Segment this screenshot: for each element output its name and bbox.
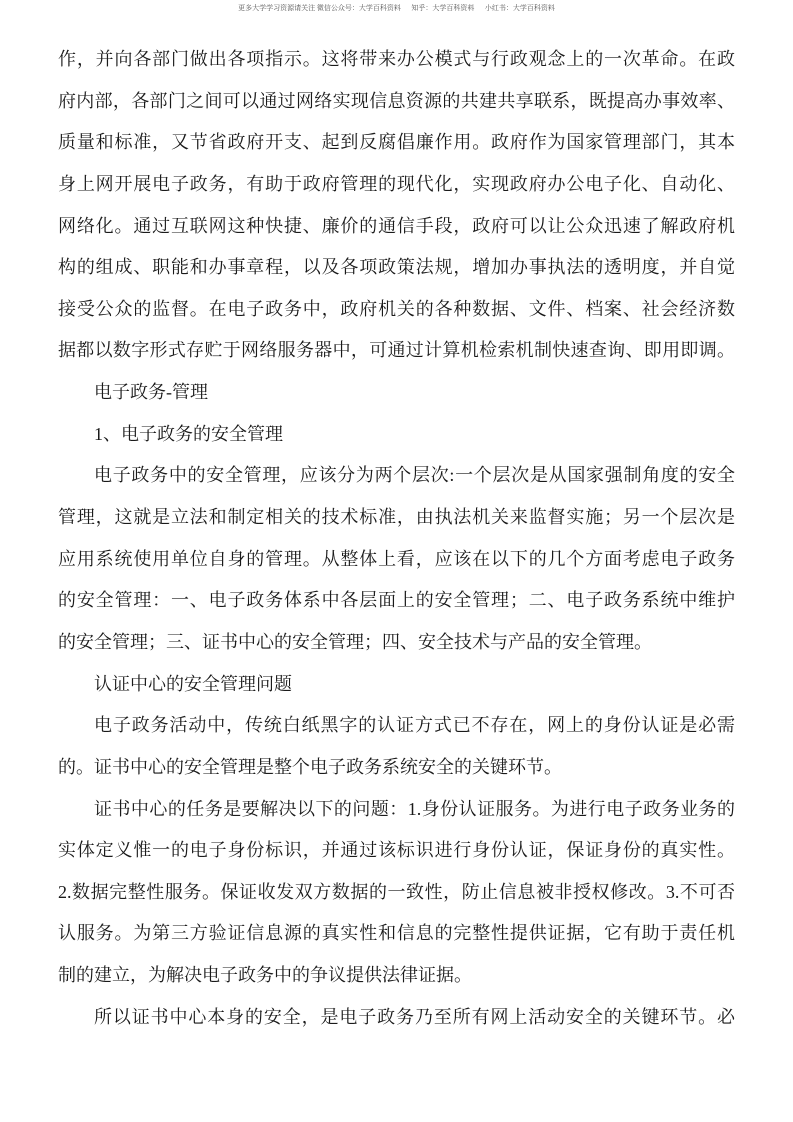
text-line: 2.数据完整性服务。保证收发双方数据的一致性，防止信息被非授权修改。3.不可否 <box>58 881 735 902</box>
text-line: 证书中心的任务是要解决以下的问题：1.身份认证服务。为进行电子政务业务的 <box>94 798 735 819</box>
text-line: 的安全管理；三、证书中心的安全管理；四、安全技术与产品的安全管理。 <box>58 631 652 652</box>
text-line: 构的组成、职能和办事章程，以及各项政策法规，增加办事执法的透明度，并自觉 <box>58 257 735 278</box>
text-line: 实体定义惟一的电子身份标识，并通过该标识进行身份认证，保证身份的真实性。 <box>58 840 735 861</box>
section-heading: 认证中心的安全管理问题 <box>94 673 292 694</box>
text-line: 的。证书中心的安全管理是整个电子政务系统安全的关键环节。 <box>58 756 562 777</box>
section-heading: 电子政务-管理 <box>94 382 208 403</box>
text-line: 认服务。为第三方验证信息源的真实性和信息的完整性提供证据，它有助于责任机 <box>58 923 735 944</box>
text-line: 府内部，各部门之间可以通过网络实现信息资源的共建共享联系，既提高办事效率、 <box>58 90 735 111</box>
text-line: 制的建立，为解决电子政务中的争议提供法律证据。 <box>58 965 472 986</box>
text-line: 的安全管理：一、电子政务体系中各层面上的安全管理；二、电子政务系统中维护 <box>58 590 735 611</box>
text-line: 网络化。通过互联网这种快捷、廉价的通信手段，政府可以让公众迅速了解政府机 <box>58 215 735 236</box>
text-line: 电子政务中的安全管理，应该分为两个层次:一个层次是从国家强制角度的安全 <box>94 465 735 486</box>
text-line: 管理，这就是立法和制定相关的技术标准，由执法机关来监督实施；另一个层次是 <box>58 507 735 528</box>
text-line: 身上网开展电子政务，有助于政府管理的现代化，实现政府办公电子化、自动化、 <box>58 173 735 194</box>
text-line: 作，并向各部门做出各项指示。这将带来办公模式与行政观念上的一次革命。在政 <box>58 49 735 69</box>
text-line: 质量和标准，又节省政府开支、起到反腐倡廉作用。政府作为国家管理部门，其本 <box>58 132 735 153</box>
text-line: 电子政务活动中，传统白纸黑字的认证方式已不存在，网上的身份认证是必需 <box>94 715 735 736</box>
page-header-note: 更多大学学习资源请关注 微信公众号：大学百科资料 知乎：大学百科资料 小红书：大学百科资料 <box>238 4 555 12</box>
text-line: 应用系统使用单位自身的管理。从整体上看，应该在以下的几个方面考虑电子政务 <box>58 548 735 569</box>
text-line: 据都以数字形式存贮于网络服务器中，可通过计算机检索机制快速查询、即用即调。 <box>58 340 735 361</box>
document-body <box>58 39 735 1038</box>
text-line: 所以证书中心本身的安全，是电子政务乃至所有网上活动安全的关键环节。必 <box>94 1006 735 1027</box>
section-heading: 1、电子政务的安全管理 <box>94 423 283 444</box>
text-line: 接受公众的监督。在电子政务中，政府机关的各种数据、文件、档案、社会经济数 <box>58 298 735 319</box>
